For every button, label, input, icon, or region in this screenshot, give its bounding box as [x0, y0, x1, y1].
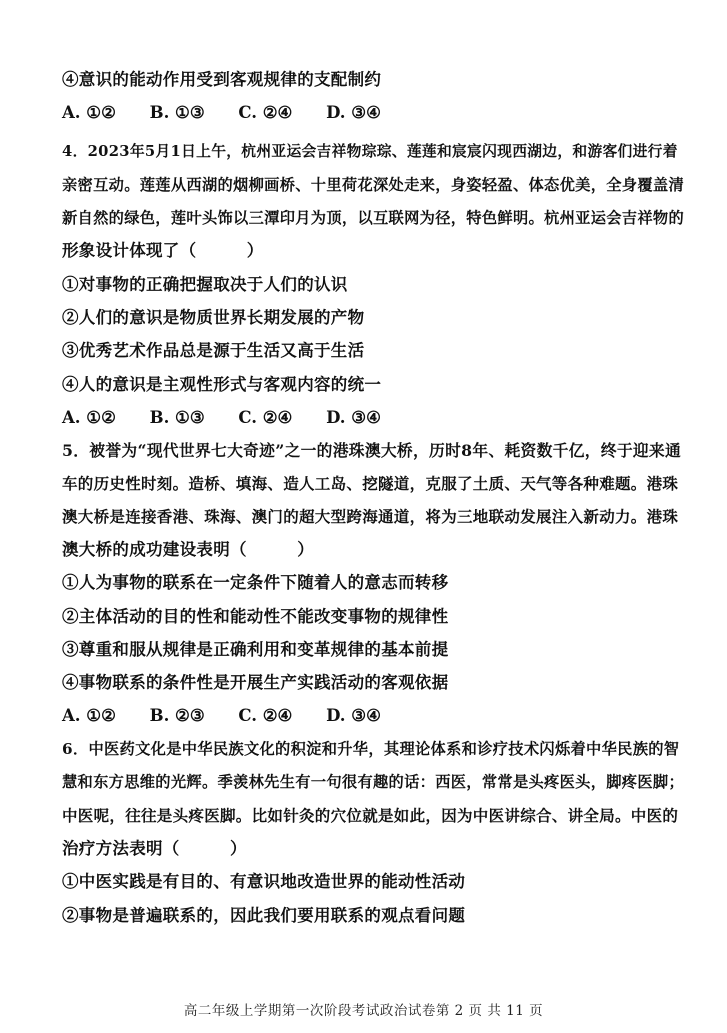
q4-statement-4: ④人的意识是主观性形式与客观内容的统一	[62, 375, 382, 394]
option-c: C. ②④	[238, 706, 293, 725]
option-d: D. ③④	[326, 706, 381, 725]
q5-statement-1: ①人为事物的联系在一定条件下随着人的意志而转移	[62, 573, 449, 592]
q3-options	[62, 102, 409, 124]
q4-statement-1: ①对事物的正确把握取决于人们的认识	[62, 275, 348, 294]
q3-statement-4: ④意识的能动作用受到客观规律的支配制约	[62, 70, 382, 89]
q6-statement-2: ②事物是普遍联系的，因此我们要用联系的观点看问题	[62, 906, 466, 925]
q4-stem-line: 新自然的绿色，莲叶头饰以三潭印月为顶，以互联网为径，特色鲜明。杭州亚运会吉祥物的	[62, 209, 684, 227]
option-d: D. ③④	[326, 408, 381, 427]
q6-statement-1: ①中医实践是有目的、有意识地改造世界的能动性活动	[62, 872, 466, 891]
q5-statement-2: ②主体活动的目的性和能动性不能改变事物的规律性	[62, 607, 449, 626]
q4-statement-2: ②人们的意识是物质世界长期发展的产物	[62, 308, 365, 327]
q5-stem-line: 5．被誉为“现代世界七大奇迹”之一的港珠澳大桥，历时8年、耗资数千亿，终于迎来通	[62, 441, 682, 460]
option-b: B. ①③	[149, 408, 205, 427]
option-b: B. ②③	[149, 706, 205, 725]
q5-stem-line: 澳大桥的成功建设表明（ ）	[62, 540, 314, 559]
option-a: A. ①②	[62, 103, 116, 122]
q6-stem-line: 6．中医药文化是中华民族文化的积淀和升华，其理论体系和诊疗技术闪烁着中华民族的智	[62, 740, 680, 758]
q4-stem-line: 4．2023年5月1日上午，杭州亚运会吉祥物琮琮、莲莲和宸宸闪现西湖边，和游客们进行着	[62, 143, 678, 160]
q4-stem-line: 亲密互动。莲莲从西湖的烟柳画桥、十里荷花深处走来，身姿轻盈、体态优美，全身覆盖清	[62, 176, 684, 194]
q6-stem-line: 慧和东方思维的光辉。季羡林先生有一句很有趣的话：西医，常常是头疼医头，脚疼医脚；	[62, 773, 684, 791]
q4-stem-line: 形象设计体现了（ ）	[62, 241, 264, 260]
q6-stem-line: 中医呢，往往是头疼医脚。比如针灸的穴位就是如此，因为中医讲综合、讲全局。中医的	[62, 806, 679, 825]
q4-options	[62, 407, 409, 429]
page-footer: 高二年级上学期第一次阶段考试政治试卷第 2 页 共 11 页	[183, 1003, 544, 1019]
q5-statement-4: ④事物联系的条件性是开展生产实践活动的客观依据	[62, 673, 449, 692]
option-a: A. ①②	[62, 408, 116, 427]
option-c: C. ②④	[238, 408, 293, 427]
option-d: D. ③④	[326, 103, 381, 122]
q6-stem-line: 治疗方法表明（ ）	[62, 839, 247, 858]
option-b: B. ①③	[149, 103, 205, 122]
q5-statement-3: ③尊重和服从规律是正确利用和变革规律的基本前提	[62, 640, 449, 659]
option-c: C. ②④	[238, 103, 293, 122]
q5-stem-line: 车的历史性时刻。造桥、填海、造人工岛、挖隧道，克服了土质、天气等各种难题。港珠	[62, 474, 679, 493]
q5-stem-line: 澳大桥是连接香港、珠海、澳门的超大型跨海通道，将为三地联动发展注入新动力。港珠	[62, 507, 679, 526]
q4-statement-3: ③优秀艺术作品总是源于生活又高于生活	[62, 341, 365, 360]
q5-options	[62, 705, 409, 727]
option-a: A. ①②	[62, 706, 116, 725]
